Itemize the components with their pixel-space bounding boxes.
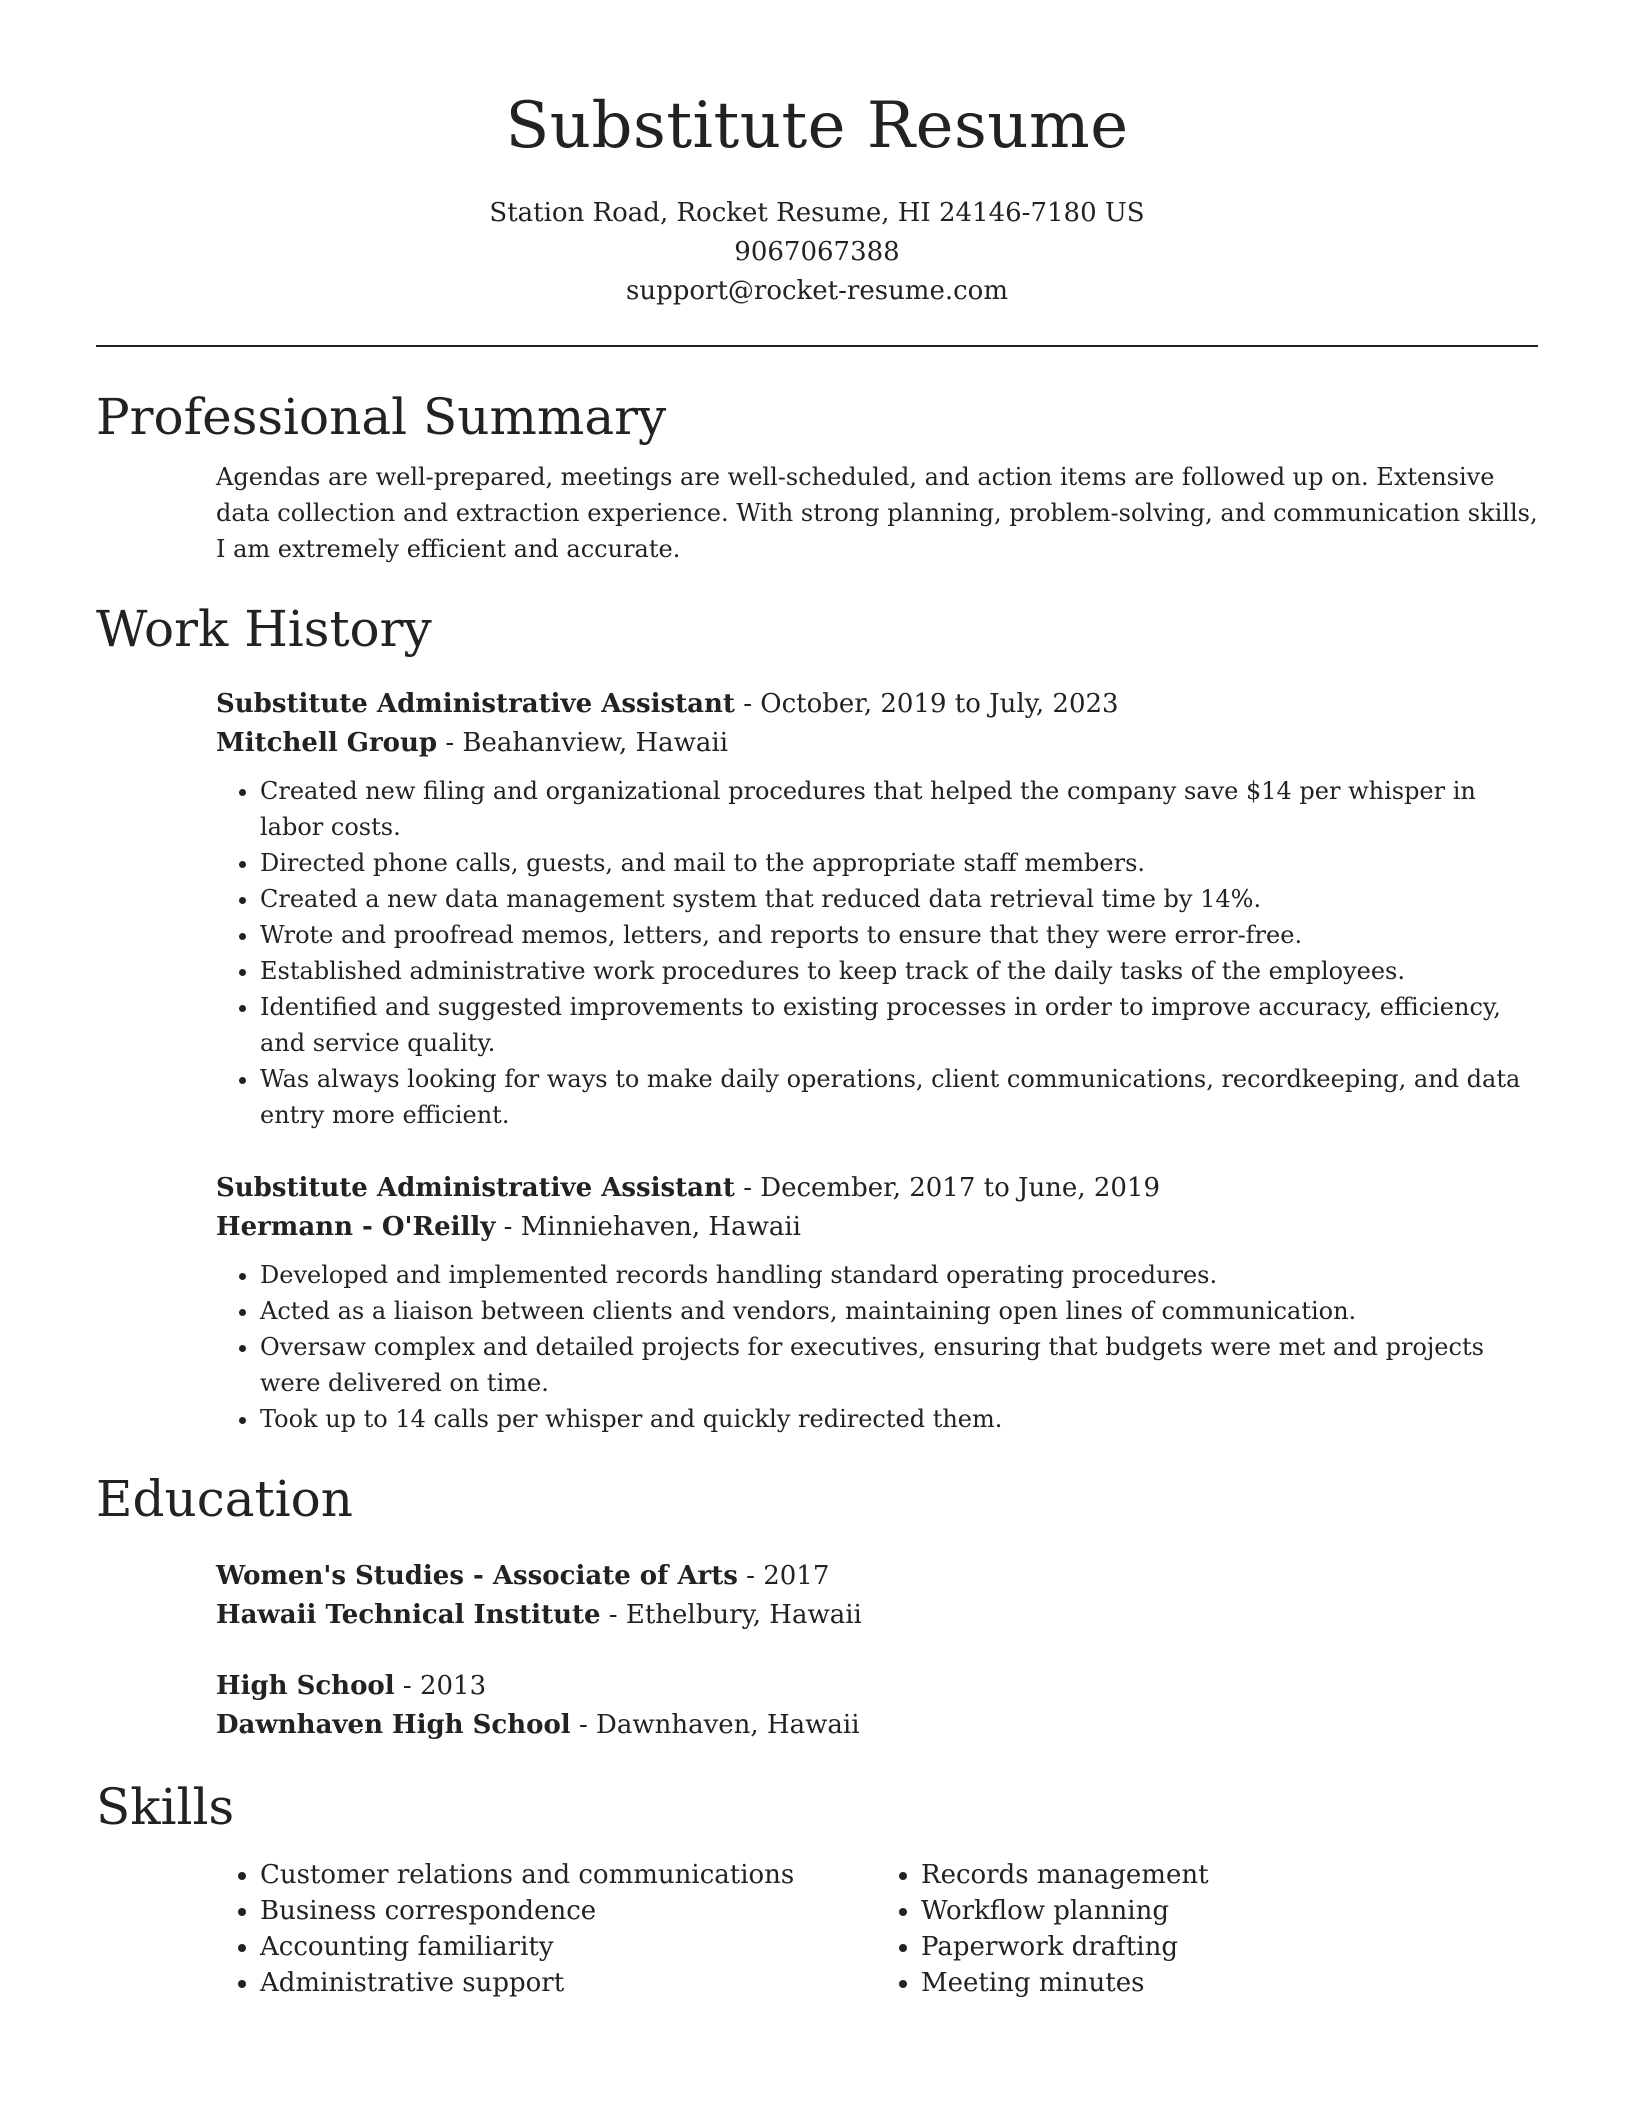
header-divider <box>96 345 1538 347</box>
job-bullet: • Wrote and proofread memos, letters, and reports to ensure that they were error-free. <box>260 917 1538 953</box>
education-heading: Education <box>96 1470 353 1528</box>
job-title-line <box>216 685 1538 724</box>
education-location: - Dawnhaven, Hawaii <box>570 1710 860 1740</box>
education-year: - 2017 <box>737 1561 830 1591</box>
contact-info <box>96 194 1538 311</box>
skill-item: • Administrative support <box>260 1965 877 2001</box>
resume-page <box>96 0 1538 2112</box>
job-company: Mitchell Group <box>216 728 438 758</box>
job-bullet: • Created a new data management system that reduced data retrieval time by 14%. <box>260 881 1538 917</box>
summary-text: Agendas are well-prepared, meetings are well-scheduled, and action items are followed up on. Extensive data collection and extraction experience. With strong planning, problem-solving, and communication skills, I am extremely efficient and accurate. <box>216 463 1538 563</box>
skills-column-left <box>216 1857 877 2001</box>
resume-title: Substitute Resume <box>505 89 1129 163</box>
phone-text: 9067067388 <box>734 237 900 267</box>
job-bullets <box>216 773 1538 1133</box>
job-dates: - December, 2017 to June, 2019 <box>734 1173 1161 1203</box>
job-bullet: • Took up to 14 calls per whisper and quickly redirected them. <box>260 1401 1538 1437</box>
job-title-line <box>216 1169 1538 1208</box>
education-degree-line <box>216 1557 1538 1596</box>
skill-item: • Records management <box>921 1857 1538 1893</box>
job-company-line <box>216 1208 1538 1247</box>
job-bullet: • Directed phone calls, guests, and mail to the appropriate staff members. <box>260 845 1538 881</box>
job-bullet: • Developed and implemented records handling standard operating procedures. <box>260 1257 1538 1293</box>
job-bullet: • Identified and suggested improvements to existing processes in order to improve accuracy, efficiency, and service quality. <box>260 989 1538 1061</box>
job-bullet: • Acted as a liaison between clients and vendors, maintaining open lines of communication. <box>260 1293 1538 1329</box>
skills-heading: Skills <box>96 1778 235 1836</box>
job-bullet: • Was always looking for ways to make daily operations, client communications, recordkeeping, and data entry more efficient. <box>260 1061 1538 1133</box>
summary-heading: Professional Summary <box>96 388 667 446</box>
education-year: - 2013 <box>394 1671 487 1701</box>
job-bullets <box>216 1257 1538 1437</box>
job-bullet: • Oversaw complex and detailed projects for executives, ensuring that budgets were met and projects were delivered on time. <box>260 1329 1538 1401</box>
job-company: Hermann - O'Reilly <box>216 1212 496 1242</box>
education-degree-line <box>216 1667 1538 1706</box>
job-location: - Beahanview, Hawaii <box>437 728 729 758</box>
skill-item: • Meeting minutes <box>921 1965 1538 2001</box>
skill-item: • Customer relations and communications <box>260 1857 877 1893</box>
job-company-line <box>216 724 1538 763</box>
job-position: Substitute Administrative Assistant <box>216 1173 735 1203</box>
job-entry <box>216 1169 1538 1437</box>
education-degree: Women's Studies - Associate of Arts <box>216 1561 738 1591</box>
skills-section <box>216 1857 1538 2001</box>
email-text: support@rocket-resume.com <box>625 276 1008 306</box>
skills-grid <box>216 1857 1538 2001</box>
skill-item: • Business correspondence <box>260 1893 877 1929</box>
education-entry <box>216 1557 1538 1635</box>
skills-column-right <box>877 1857 1538 2001</box>
job-position: Substitute Administrative Assistant <box>216 689 735 719</box>
education-location: - Ethelbury, Hawaii <box>600 1600 862 1630</box>
address-text: Station Road, Rocket Resume, HI 24146-7180 US <box>489 198 1145 228</box>
education-school: Hawaii Technical Institute <box>216 1600 601 1630</box>
job-bullet: • Established administrative work procedures to keep track of the daily tasks of the employees. <box>260 953 1538 989</box>
education-school: Dawnhaven High School <box>216 1710 571 1740</box>
education-entry <box>216 1667 1538 1745</box>
job-location: - Minniehaven, Hawaii <box>495 1212 801 1242</box>
job-entry <box>216 685 1538 1133</box>
work-history-heading: Work History <box>96 600 432 658</box>
skill-item: • Accounting familiarity <box>260 1929 877 1965</box>
skill-item: • Workflow planning <box>921 1893 1538 1929</box>
job-dates: - October, 2019 to July, 2023 <box>734 689 1119 719</box>
resume-header <box>96 0 1538 311</box>
education-school-line <box>216 1596 1538 1635</box>
skill-item: • Paperwork drafting <box>921 1929 1538 1965</box>
education-school-line <box>216 1706 1538 1745</box>
job-bullet: • Created new filing and organizational procedures that helped the company save $14 per whisper in labor costs. <box>260 773 1538 845</box>
education-degree: High School <box>216 1671 395 1701</box>
